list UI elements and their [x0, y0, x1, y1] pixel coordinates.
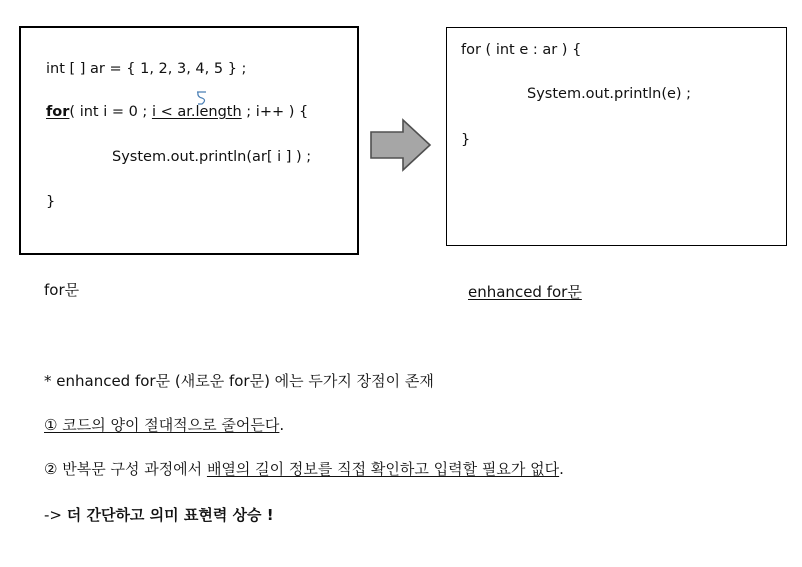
code-line-close-brace: }	[46, 194, 56, 210]
note-intro: * enhanced for문 (새로운 for문) 에는 두가지 장점이 존재	[44, 372, 434, 390]
note-point-2-period: .	[559, 460, 564, 478]
for-increment: ; i++ ) {	[241, 104, 309, 120]
code-line-array-decl: int [ ] ar = { 1, 2, 3, 4, 5 } ;	[46, 61, 247, 77]
conclusion-text: 더 간단하고 의미 표현력 상승 !	[66, 506, 274, 524]
caption-for: for문	[44, 281, 80, 299]
code-line-for-header	[46, 104, 308, 120]
caption-enhanced-for: enhanced for문	[468, 283, 582, 301]
code-line-close-brace-right: }	[461, 132, 471, 148]
for-init: ( int i = 0 ;	[69, 104, 152, 120]
note-point-2-text: 배열의 길이 정보를 직접 확인하고 입력할 필요가 없다	[206, 460, 560, 478]
handwritten-mark	[195, 90, 209, 106]
right-arrow-icon	[369, 118, 433, 172]
code-line-enhanced-for: for ( int e : ar ) {	[461, 42, 582, 58]
code-line-println-e: System.out.println(e) ;	[527, 86, 692, 102]
for-keyword: for	[46, 104, 70, 120]
note-conclusion	[44, 504, 274, 525]
enhanced-for-code-box	[446, 27, 787, 246]
for-condition: i < ar.length	[151, 104, 242, 120]
for-loop-code-box	[19, 26, 359, 255]
note-point-1-period: .	[279, 416, 285, 434]
code-line-println: System.out.println(ar[ i ] ) ;	[112, 149, 312, 165]
note-point-1-text: ① 코드의 양이 절대적으로 줄어든다	[44, 416, 280, 434]
note-point-2-lead: ② 반복문 구성 과정에서	[44, 460, 207, 478]
conclusion-arrow: ->	[44, 506, 67, 524]
note-point-2	[44, 458, 564, 479]
note-point-1	[44, 414, 284, 435]
